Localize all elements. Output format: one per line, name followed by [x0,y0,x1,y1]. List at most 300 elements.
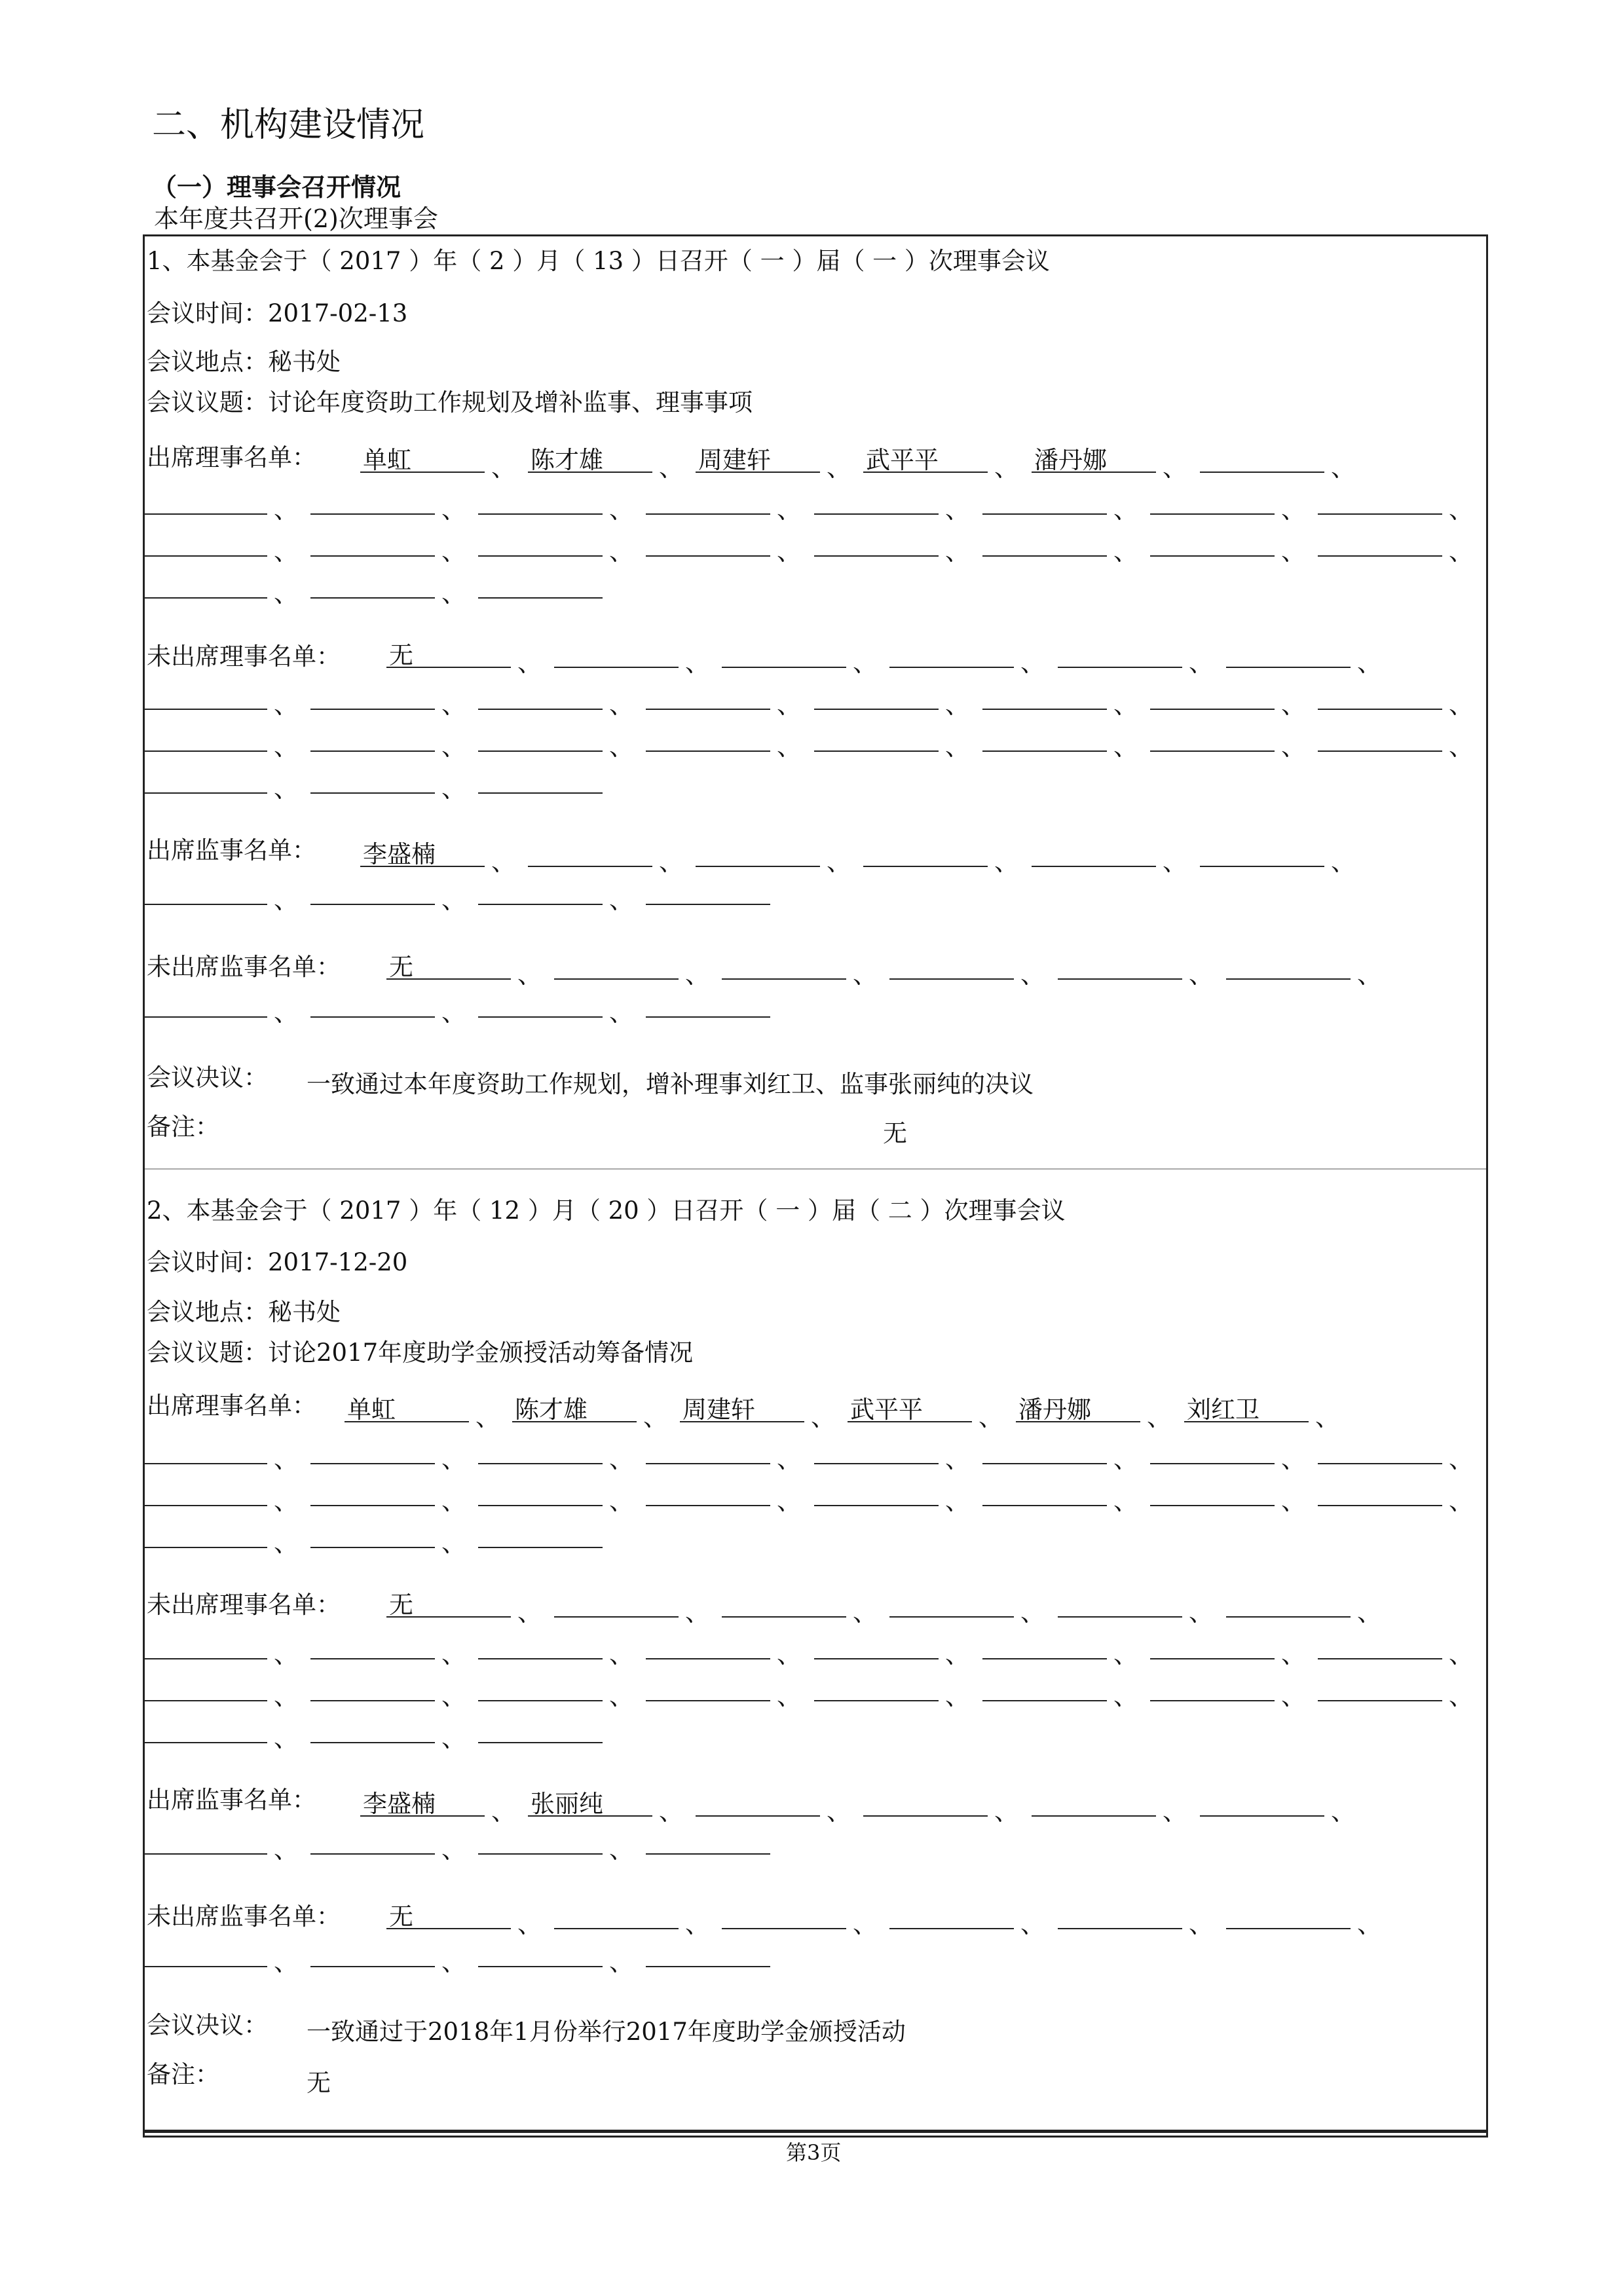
name-field-value: 张丽纯 [531,1790,603,1818]
name-field-line [143,709,267,710]
name-field-line [814,555,939,557]
name-separator: 、 [777,538,801,566]
name-field-line [310,1463,435,1464]
name-field-value: 李盛楠 [363,840,436,868]
name-field-line [143,792,267,794]
name-separator: 、 [1449,1487,1473,1515]
name-field-line [1226,1928,1351,1929]
name-field-line [478,904,603,905]
name-field-line [1150,1700,1275,1701]
name-separator: 、 [274,1445,298,1473]
name-field-value: 单虹 [363,446,411,474]
name-field-value: 无 [389,641,413,669]
name-field-line [1058,667,1182,668]
name-separator: 、 [1449,1445,1473,1473]
name-separator: 、 [945,496,969,524]
name-separator: 、 [274,1529,298,1557]
name-separator: 、 [853,961,877,989]
name-separator: 、 [1189,961,1213,989]
name-field-line [1318,1658,1442,1659]
name-field-value: 武平平 [866,446,939,474]
name-field-line [1150,750,1275,752]
name-separator: 、 [441,1682,466,1711]
name-separator: 、 [609,538,633,566]
absent-directors-label: 未出席理事名单： [147,1591,341,1619]
name-field-line [646,1463,770,1464]
name-separator: 、 [441,1529,466,1557]
name-field-line [310,709,435,710]
name-separator: 、 [994,1798,1018,1826]
resolution-text: 一致通过本年度资助工作规划，增补理事刘红卫、监事张丽纯的决议 [307,1070,1034,1098]
name-field-line [478,1547,603,1548]
name-field-line [1318,1700,1442,1701]
name-field-line [1318,555,1442,557]
name-separator: 、 [1357,649,1381,677]
name-separator: 、 [441,691,466,719]
name-field-line [889,1616,1014,1618]
name-separator: 、 [1331,454,1355,482]
name-field-value: 刘红卫 [1187,1396,1259,1424]
name-field-line [478,1700,603,1701]
name-field-line [1058,1928,1182,1929]
name-field-value: 周建轩 [698,446,771,474]
name-separator: 、 [685,649,709,677]
name-field-value: 无 [389,1902,413,1931]
name-separator: 、 [1281,733,1305,761]
name-field-line [982,709,1107,710]
name-field-line [1318,513,1442,515]
name-field-line [310,904,435,905]
name-separator: 、 [777,1682,801,1711]
name-field-line [646,904,770,905]
name-separator: 、 [1449,691,1473,719]
name-separator: 、 [811,1403,835,1432]
name-separator: 、 [777,733,801,761]
name-separator: 、 [1331,848,1355,876]
name-separator: 、 [1189,1599,1213,1627]
name-field-line [310,597,435,599]
name-field-line [814,709,939,710]
name-field-line [310,1742,435,1743]
name-separator: 、 [517,1910,542,1938]
name-field-line [1150,1505,1275,1506]
name-separator: 、 [1020,961,1045,989]
name-field-line [696,1815,820,1817]
name-field-line [528,866,652,867]
name-separator: 、 [609,886,633,914]
name-separator: 、 [827,1798,851,1826]
name-separator: 、 [609,1682,633,1711]
name-field-line [982,1658,1107,1659]
name-field-line [646,1505,770,1506]
name-separator: 、 [777,1640,801,1669]
name-field-line [646,1700,770,1701]
name-separator: 、 [827,454,851,482]
name-separator: 、 [685,1599,709,1627]
name-separator: 、 [994,454,1018,482]
name-field-line [1200,866,1324,867]
name-separator: 、 [659,848,683,876]
name-separator: 、 [441,1445,466,1473]
name-separator: 、 [777,496,801,524]
name-separator: 、 [1281,1682,1305,1711]
name-separator: 、 [441,775,466,803]
sub-title: （一）理事会召开情况 [152,173,401,202]
name-separator: 、 [1281,496,1305,524]
name-separator: 、 [491,454,515,482]
name-separator: 、 [1163,848,1187,876]
name-separator: 、 [609,496,633,524]
meeting-divider [145,1168,1486,1170]
name-separator: 、 [994,848,1018,876]
name-field-line [478,1853,603,1855]
name-field-line [646,709,770,710]
name-separator: 、 [1113,1445,1138,1473]
present-supervisors-label: 出席监事名单： [147,836,316,864]
name-field-line [478,597,603,599]
name-field-line [310,513,435,515]
meeting-time: 会议时间：2017-12-20 [147,1248,408,1276]
name-field-value: 李盛楠 [363,1790,436,1818]
name-separator: 、 [1163,1798,1187,1826]
name-field-line [722,1928,846,1929]
name-field-line [1058,1616,1182,1618]
name-separator: 、 [609,1487,633,1515]
name-field-line [1150,1658,1275,1659]
name-field-line [646,1853,770,1855]
name-separator: 、 [441,1948,466,1976]
name-field-line [143,1547,267,1548]
meeting-place: 会议地点：秘书处 [147,348,341,376]
name-separator: 、 [1189,649,1213,677]
name-field-line [1200,472,1324,473]
name-field-line [814,1700,939,1701]
name-field-line [478,1742,603,1743]
name-separator: 、 [274,1640,298,1669]
name-separator: 、 [274,1948,298,1976]
name-field-value: 陈才雄 [531,446,603,474]
absent-supervisors-label: 未出席监事名单： [147,1902,341,1931]
name-field-value: 无 [389,953,413,981]
name-field-line [814,1463,939,1464]
name-separator: 、 [274,1487,298,1515]
remark-text: 无 [307,2069,331,2097]
name-separator: 、 [685,1910,709,1938]
name-field-line [863,1815,988,1817]
name-field-line [143,1700,267,1701]
name-field-line [1058,978,1182,980]
name-field-value: 周建轩 [682,1396,755,1424]
name-separator: 、 [685,961,709,989]
name-separator: 、 [441,1640,466,1669]
name-field-line [814,1505,939,1506]
remark-label: 备注： [147,1113,219,1141]
name-separator: 、 [1449,1640,1473,1669]
name-separator: 、 [274,733,298,761]
name-field-line [982,750,1107,752]
name-separator: 、 [777,1445,801,1473]
meeting-topic: 会议议题：讨论2017年度助学金颁授活动筹备情况 [147,1339,694,1367]
name-field-line [814,513,939,515]
remark-label: 备注： [147,2060,219,2088]
name-separator: 、 [853,1599,877,1627]
name-field-line [143,1658,267,1659]
name-field-line [982,513,1107,515]
name-separator: 、 [1281,1445,1305,1473]
name-separator: 、 [609,1445,633,1473]
name-separator: 、 [979,1403,1003,1432]
name-field-value: 单虹 [347,1396,396,1424]
name-separator: 、 [609,691,633,719]
name-field-line [1318,709,1442,710]
remark-text: 无 [883,1119,907,1147]
name-field-line [310,792,435,794]
name-separator: 、 [517,961,542,989]
name-separator: 、 [945,733,969,761]
name-separator: 、 [853,1910,877,1938]
name-separator: 、 [609,733,633,761]
name-separator: 、 [945,1445,969,1473]
name-separator: 、 [1113,1682,1138,1711]
resolution-label: 会议决议： [147,1064,268,1092]
name-separator: 、 [853,649,877,677]
meeting-header: 1、本基金会于（ 2017 ）年（ 2 ）月（ 13 ）日召开（ 一 ）届（ 一 ）次理事会议 [147,247,1050,275]
name-field-line [478,513,603,515]
name-field-line [1150,513,1275,515]
name-separator: 、 [274,538,298,566]
name-field-line [478,555,603,557]
name-separator: 、 [659,1798,683,1826]
name-field-value: 无 [389,1591,413,1619]
present-directors-label: 出席理事名单： [147,443,316,472]
name-separator: 、 [1315,1403,1339,1432]
name-separator: 、 [441,1724,466,1752]
name-separator: 、 [274,1836,298,1864]
name-field-line [143,1966,267,1967]
name-field-line [889,978,1014,980]
name-field-line [310,1547,435,1548]
name-field-line [646,555,770,557]
name-separator: 、 [1357,1910,1381,1938]
name-separator: 、 [609,999,633,1027]
name-field-line [478,709,603,710]
name-field-line [143,1463,267,1464]
name-separator: 、 [1449,496,1473,524]
name-field-line [1150,1463,1275,1464]
name-separator: 、 [1113,1487,1138,1515]
name-field-line [1226,667,1351,668]
name-separator: 、 [1281,1640,1305,1669]
name-separator: 、 [1449,538,1473,566]
name-field-line [1318,750,1442,752]
name-separator: 、 [777,691,801,719]
name-separator: 、 [945,1640,969,1669]
present-supervisors-label: 出席监事名单： [147,1786,316,1814]
name-separator: 、 [441,538,466,566]
name-field-line [646,1966,770,1967]
name-field-line [478,1658,603,1659]
name-separator: 、 [643,1403,667,1432]
name-field-line [1318,1463,1442,1464]
name-separator: 、 [1113,496,1138,524]
name-separator: 、 [1331,1798,1355,1826]
section-title: 二、机构建设情况 [152,105,425,145]
name-field-line [143,1016,267,1018]
name-field-line [554,1928,679,1929]
name-field-line [310,1966,435,1967]
name-separator: 、 [476,1403,500,1432]
name-field-line [310,1700,435,1701]
meeting-count-line: 本年度共召开(2)次理事会 [154,204,438,233]
meeting-header: 2、本基金会于（ 2017 ）年（ 12 ）月（ 20 ）日召开（ 一 ）届（ 二 ）次理事会议 [147,1196,1066,1225]
name-field-value: 潘丹娜 [1018,1396,1091,1424]
meeting-place: 会议地点：秘书处 [147,1298,341,1326]
name-separator: 、 [1281,691,1305,719]
name-separator: 、 [777,1487,801,1515]
name-field-line [143,1505,267,1506]
name-separator: 、 [517,1599,542,1627]
name-separator: 、 [441,1836,466,1864]
name-field-line [478,1966,603,1967]
name-separator: 、 [441,496,466,524]
name-separator: 、 [1189,1910,1213,1938]
name-field-value: 武平平 [850,1396,923,1424]
name-separator: 、 [441,886,466,914]
name-field-line [1200,1815,1324,1817]
name-field-line [143,1853,267,1855]
name-separator: 、 [1281,1487,1305,1515]
page-number: 第3页 [786,2140,842,2165]
name-separator: 、 [1449,1682,1473,1711]
name-field-value: 陈才雄 [515,1396,588,1424]
name-separator: 、 [517,649,542,677]
name-field-line [889,667,1014,668]
name-field-line [310,1853,435,1855]
name-field-line [310,750,435,752]
name-field-line [863,866,988,867]
name-field-line [1032,866,1156,867]
absent-supervisors-label: 未出席监事名单： [147,953,341,981]
name-field-line [478,1463,603,1464]
name-field-line [889,1928,1014,1929]
name-separator: 、 [1020,1910,1045,1938]
name-separator: 、 [491,1798,515,1826]
name-field-line [722,978,846,980]
name-field-line [478,1016,603,1018]
name-separator: 、 [1147,1403,1171,1432]
name-separator: 、 [1281,538,1305,566]
name-separator: 、 [1449,733,1473,761]
name-field-line [982,555,1107,557]
name-separator: 、 [1113,733,1138,761]
name-field-line [814,1658,939,1659]
name-field-line [1150,709,1275,710]
name-separator: 、 [945,691,969,719]
name-field-line [646,1658,770,1659]
name-field-line [646,1016,770,1018]
name-field-line [143,597,267,599]
name-separator: 、 [1113,538,1138,566]
name-field-line [722,667,846,668]
name-separator: 、 [274,1682,298,1711]
name-separator: 、 [945,538,969,566]
name-separator: 、 [945,1682,969,1711]
name-field-line [1226,978,1351,980]
name-field-line [1226,1616,1351,1618]
name-separator: 、 [441,999,466,1027]
name-field-line [982,1700,1107,1701]
name-separator: 、 [1163,454,1187,482]
name-field-line [722,1616,846,1618]
name-field-line [310,1016,435,1018]
name-field-line [554,978,679,980]
present-directors-label: 出席理事名单： [147,1392,316,1420]
name-separator: 、 [274,580,298,608]
name-separator: 、 [1113,691,1138,719]
meeting-time: 会议时间：2017-02-13 [147,299,408,327]
name-separator: 、 [1020,1599,1045,1627]
name-separator: 、 [1357,961,1381,989]
name-field-line [310,1505,435,1506]
name-field-line [814,750,939,752]
name-separator: 、 [274,1724,298,1752]
name-field-line [143,555,267,557]
name-separator: 、 [1357,1599,1381,1627]
name-field-line [1150,555,1275,557]
name-field-line [1032,1815,1156,1817]
name-field-line [143,1742,267,1743]
absent-directors-label: 未出席理事名单： [147,642,341,671]
name-field-line [478,750,603,752]
name-separator: 、 [609,1836,633,1864]
name-field-line [554,1616,679,1618]
name-separator: 、 [491,848,515,876]
name-field-line [696,866,820,867]
name-separator: 、 [441,580,466,608]
name-field-line [646,750,770,752]
name-field-line [478,1505,603,1506]
name-separator: 、 [274,691,298,719]
name-separator: 、 [1020,649,1045,677]
name-field-line [143,904,267,905]
name-field-line [478,792,603,794]
name-field-line [1318,1505,1442,1506]
name-field-line [143,513,267,515]
meeting-topic: 会议议题：讨论年度资助工作规划及增补监事、理事事项 [147,388,753,417]
name-field-line [982,1505,1107,1506]
name-separator: 、 [659,454,683,482]
name-field-line [310,1658,435,1659]
name-separator: 、 [1113,1640,1138,1669]
resolution-label: 会议决议： [147,2011,268,2039]
name-separator: 、 [274,999,298,1027]
name-separator: 、 [609,1640,633,1669]
name-separator: 、 [274,775,298,803]
name-field-line [646,513,770,515]
name-field-line [143,750,267,752]
name-separator: 、 [441,1487,466,1515]
name-separator: 、 [441,733,466,761]
name-separator: 、 [274,886,298,914]
name-separator: 、 [609,1948,633,1976]
name-separator: 、 [827,848,851,876]
frame-bottom-rule [143,2130,1488,2133]
name-separator: 、 [274,496,298,524]
name-field-line [982,1463,1107,1464]
resolution-text: 一致通过于2018年1月份举行2017年度助学金颁授活动 [307,2018,906,2046]
name-field-value: 潘丹娜 [1034,446,1107,474]
name-field-line [310,555,435,557]
